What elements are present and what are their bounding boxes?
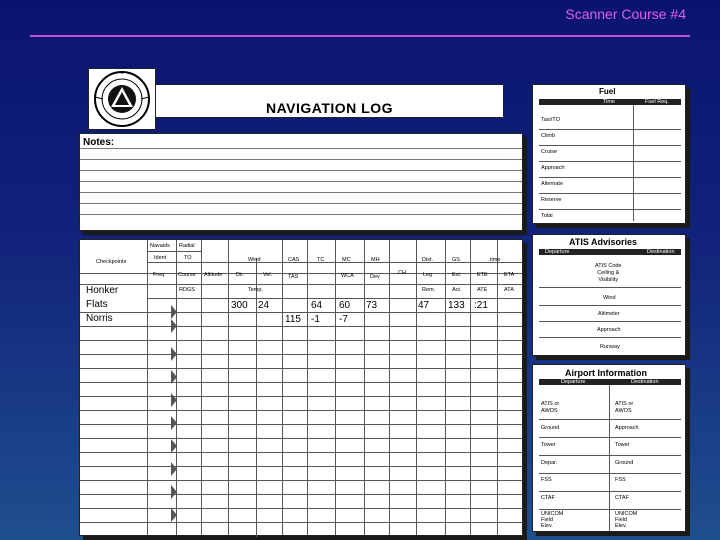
airport-header-bar <box>539 379 681 385</box>
header-est: Est. <box>452 272 462 278</box>
airport-dep-depar: Depar. <box>541 460 558 466</box>
title-rule <box>30 35 690 37</box>
checkpoint-1: Honker <box>86 285 119 296</box>
header-mc: MC <box>342 257 351 263</box>
atis-row-wind: Wind <box>603 295 616 301</box>
airport-dest-ctaf: CTAF <box>615 495 629 501</box>
fuel-panel <box>532 84 686 224</box>
header-ident: Ident <box>154 255 167 261</box>
header-gs: GS <box>452 257 460 263</box>
airport-dep-atis: ATIS or AWOS <box>541 401 560 414</box>
value-ete: :21 <box>474 300 488 311</box>
fuel-row-alternate: Alternate <box>541 181 564 187</box>
fuel-row-total: Total <box>541 213 553 219</box>
header-leg: Leg <box>423 272 433 278</box>
header-freq: Freq <box>153 272 165 278</box>
header-act: Act. <box>452 287 462 293</box>
airport-dep-tower: Tower <box>541 442 556 448</box>
value-wca: -1 <box>311 314 320 325</box>
notes-panel <box>79 133 523 231</box>
fuel-title: Fuel <box>599 87 616 96</box>
atis-title: ATIS Advisories <box>569 237 638 247</box>
course-arrow-icon <box>171 416 177 430</box>
airport-dest-unicom: UNICOM Field Elev. <box>615 511 638 529</box>
header-dev: Dev <box>370 274 380 280</box>
header-checkpoints: Checkpoints <box>96 259 127 265</box>
header-wind: Wind <box>248 257 261 263</box>
header-ata: ATA <box>504 287 514 293</box>
header-rem: Rem. <box>422 287 436 293</box>
airport-dest-atis: ATIS or AWOS <box>615 401 634 414</box>
notes-label: Notes: <box>83 137 115 148</box>
navlog-title-box <box>156 84 504 118</box>
value-ch: 73 <box>366 300 378 311</box>
header-navaids: Navaids <box>150 243 170 249</box>
value-mh: -7 <box>339 314 348 325</box>
value-mc: 60 <box>339 300 351 311</box>
cap-seal-logo <box>88 68 156 130</box>
fuel-row-reserve: Reserve <box>541 197 562 203</box>
airport-dep-unicom: UNICOM Field Elev. <box>541 511 564 529</box>
course-arrow-icon <box>171 439 177 453</box>
course-arrow-icon <box>171 370 177 384</box>
atis-row-runway: Runway <box>600 344 620 350</box>
atis-header-bar <box>539 249 681 255</box>
course-arrow-icon <box>171 319 177 333</box>
airport-dest-ground: Ground <box>615 460 634 466</box>
header-dir: Dir. <box>236 272 245 278</box>
slide-title: Scanner Course #4 <box>565 6 686 22</box>
header-ete: ETE <box>477 272 488 278</box>
atis-row-altimeter: Altimeter <box>598 311 620 317</box>
fuel-row-taxi: Taxi/TO <box>541 117 560 123</box>
course-arrow-icon <box>171 305 177 319</box>
value-gs: 133 <box>448 300 465 311</box>
header-radial: Radial <box>179 243 195 249</box>
header-tc: TC <box>317 257 325 263</box>
header-mh: MH <box>371 257 380 263</box>
atis-row-approach: Approach <box>597 327 621 333</box>
value-vel: 24 <box>258 300 270 311</box>
value-tas: 115 <box>285 314 301 325</box>
course-arrow-icon <box>171 393 177 407</box>
airport-dest-tower: Tower <box>615 442 630 448</box>
header-eta: ETA <box>504 272 515 278</box>
fuel-col-req: Fuel Req. <box>645 99 669 105</box>
fuel-col-time: Time <box>603 99 616 105</box>
header-altitude: Altitude <box>204 272 223 278</box>
airport-dep-fss: FSS <box>541 477 552 483</box>
fuel-row-climb: Climb <box>541 133 556 139</box>
airport-info-panel <box>532 364 686 532</box>
checkpoint-2: Flats <box>86 299 108 310</box>
airport-dep-ground: Ground <box>541 425 560 431</box>
atis-col-dest: Destination <box>647 249 675 255</box>
header-rdgs: RDGS <box>179 287 195 293</box>
course-arrow-icon <box>171 347 177 361</box>
header-temp: Temp. <box>248 287 263 293</box>
header-dist: Dist. <box>422 257 433 263</box>
fuel-row-cruise: Cruise <box>541 149 557 155</box>
airport-dest-approach: Approach <box>615 425 639 431</box>
course-arrow-icon <box>171 485 177 499</box>
value-tc: 64 <box>311 300 323 311</box>
header-tas: TAS <box>288 274 299 280</box>
atis-panel <box>532 234 686 356</box>
value-dist: 47 <box>418 300 430 311</box>
navlog-grid <box>79 239 523 536</box>
atis-col-dep: Departure <box>545 249 570 255</box>
navlog-title: NAVIGATION LOG <box>265 100 394 116</box>
header-cas: CAS <box>288 257 300 263</box>
header-time: time <box>490 257 501 263</box>
airport-col-dep: Departure <box>561 379 586 385</box>
header-course: Course <box>178 272 196 278</box>
airport-col-dest: Destination <box>631 379 659 385</box>
course-arrow-icon <box>171 462 177 476</box>
airport-title: Airport Information <box>565 368 647 378</box>
checkpoint-3: Norris <box>86 313 113 324</box>
fuel-header-bar <box>539 99 681 105</box>
header-ch: CH <box>398 270 406 276</box>
header-ate: ATE <box>477 287 488 293</box>
atis-row-code: ATIS Code Ceiling & Visibility <box>595 263 622 283</box>
header-vel: Vel. <box>263 272 273 278</box>
course-arrow-icon <box>171 508 177 522</box>
seal-icon <box>89 69 155 129</box>
header-wca: WCA <box>341 273 354 279</box>
header-to: TO <box>184 255 192 261</box>
airport-dest-fss: FSS <box>615 477 626 483</box>
value-dir: 300 <box>231 300 248 311</box>
fuel-row-approach: Approach <box>541 165 565 171</box>
airport-dep-ctaf: CTAF <box>541 495 555 501</box>
